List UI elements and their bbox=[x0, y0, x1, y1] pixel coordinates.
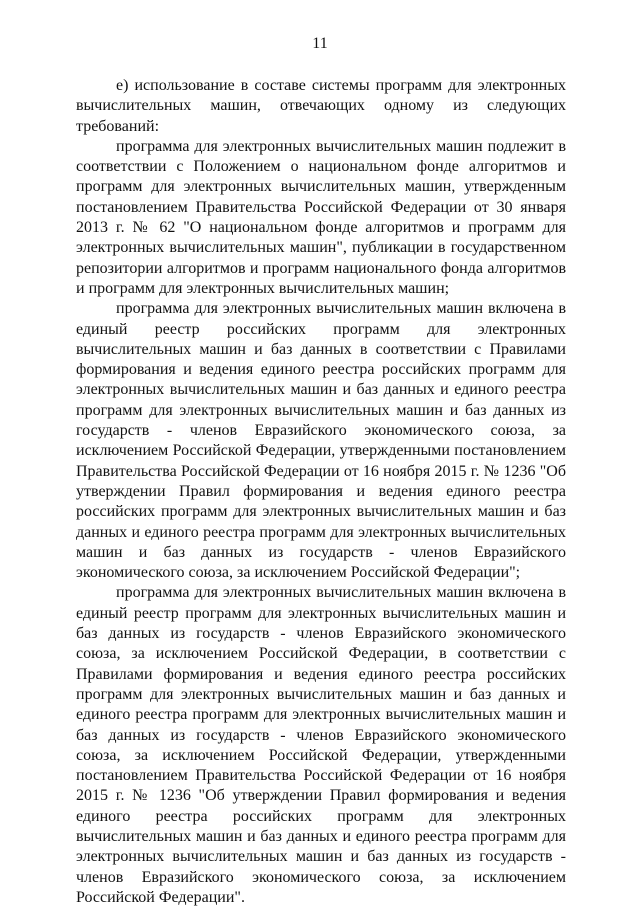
paragraph-eaeu-registry: программа для электронных вычислительных машин включена в единый реестр программ для электронных вычислительных машин и баз данных из государств - членов Евразийского экономического союза, за исключением Российской Федерации, в соответствии с Правилами формирования и ведения единого реестра российских программ для электронных вычислительных машин и баз данных и единого реестра программ для электронных вычислительных машин и баз данных из государств - членов Евразийского экономического союза, за исключением Российской Федерации, утвержденными постановлением Правительства Российской Федерации от 16 ноября 2015 г. № 1236 "Об утверждении Правил формирования и ведения единого реестра российских программ для электронных вычислительных машин и баз данных и единого реестра программ для электронных вычислительных машин и баз данных из государств - членов Евразийского экономического союза, за исключением Российской Федерации". bbox=[76, 584, 566, 906]
page-number: 11 bbox=[312, 35, 328, 52]
paragraph-national-fund: программа для электронных вычислительных машин подлежит в соответствии с Положением о национальном фонде алгоритмов и программ для электронных вычислительных машин, утвержденным постановлением Правительства Российской Федерации от 30 января 2013 г. № 62 "О национальном фонде алгоритмов и программ для электронных вычислительных машин", публикации в государственном репозитории алгоритмов и программ национального фонда алгоритмов и программ для электронных вычислительных машин; bbox=[76, 137, 566, 297]
document-body bbox=[76, 76, 566, 908]
paragraph-russian-registry: программа для электронных вычислительных машин включена в единый реестр российских программ для электронных вычислительных машин и баз данных в соответствии с Правилами формирования и ведения единого реестра российских программ для электронных вычислительных машин и баз данных и единого реестра программ для электронных вычислительных машин и баз данных из государств - членов Евразийского экономического союза, за исключением Российской Федерации, утвержденными постановлением Правительства Российской Федерации от 16 ноября 2015 г. № 1236 "Об утверждении Правил формирования и ведения единого реестра российских программ для электронных вычислительных машин и баз данных и единого реестра программ для электронных вычислительных машин и баз данных из государств - членов Евразийского экономического союза, за исключением Российской Федерации"; bbox=[76, 300, 566, 582]
paragraph-item-e: е) использование в составе системы программ для электронных вычислительных машин, отвечающих одному из следующих требований: bbox=[76, 77, 566, 135]
